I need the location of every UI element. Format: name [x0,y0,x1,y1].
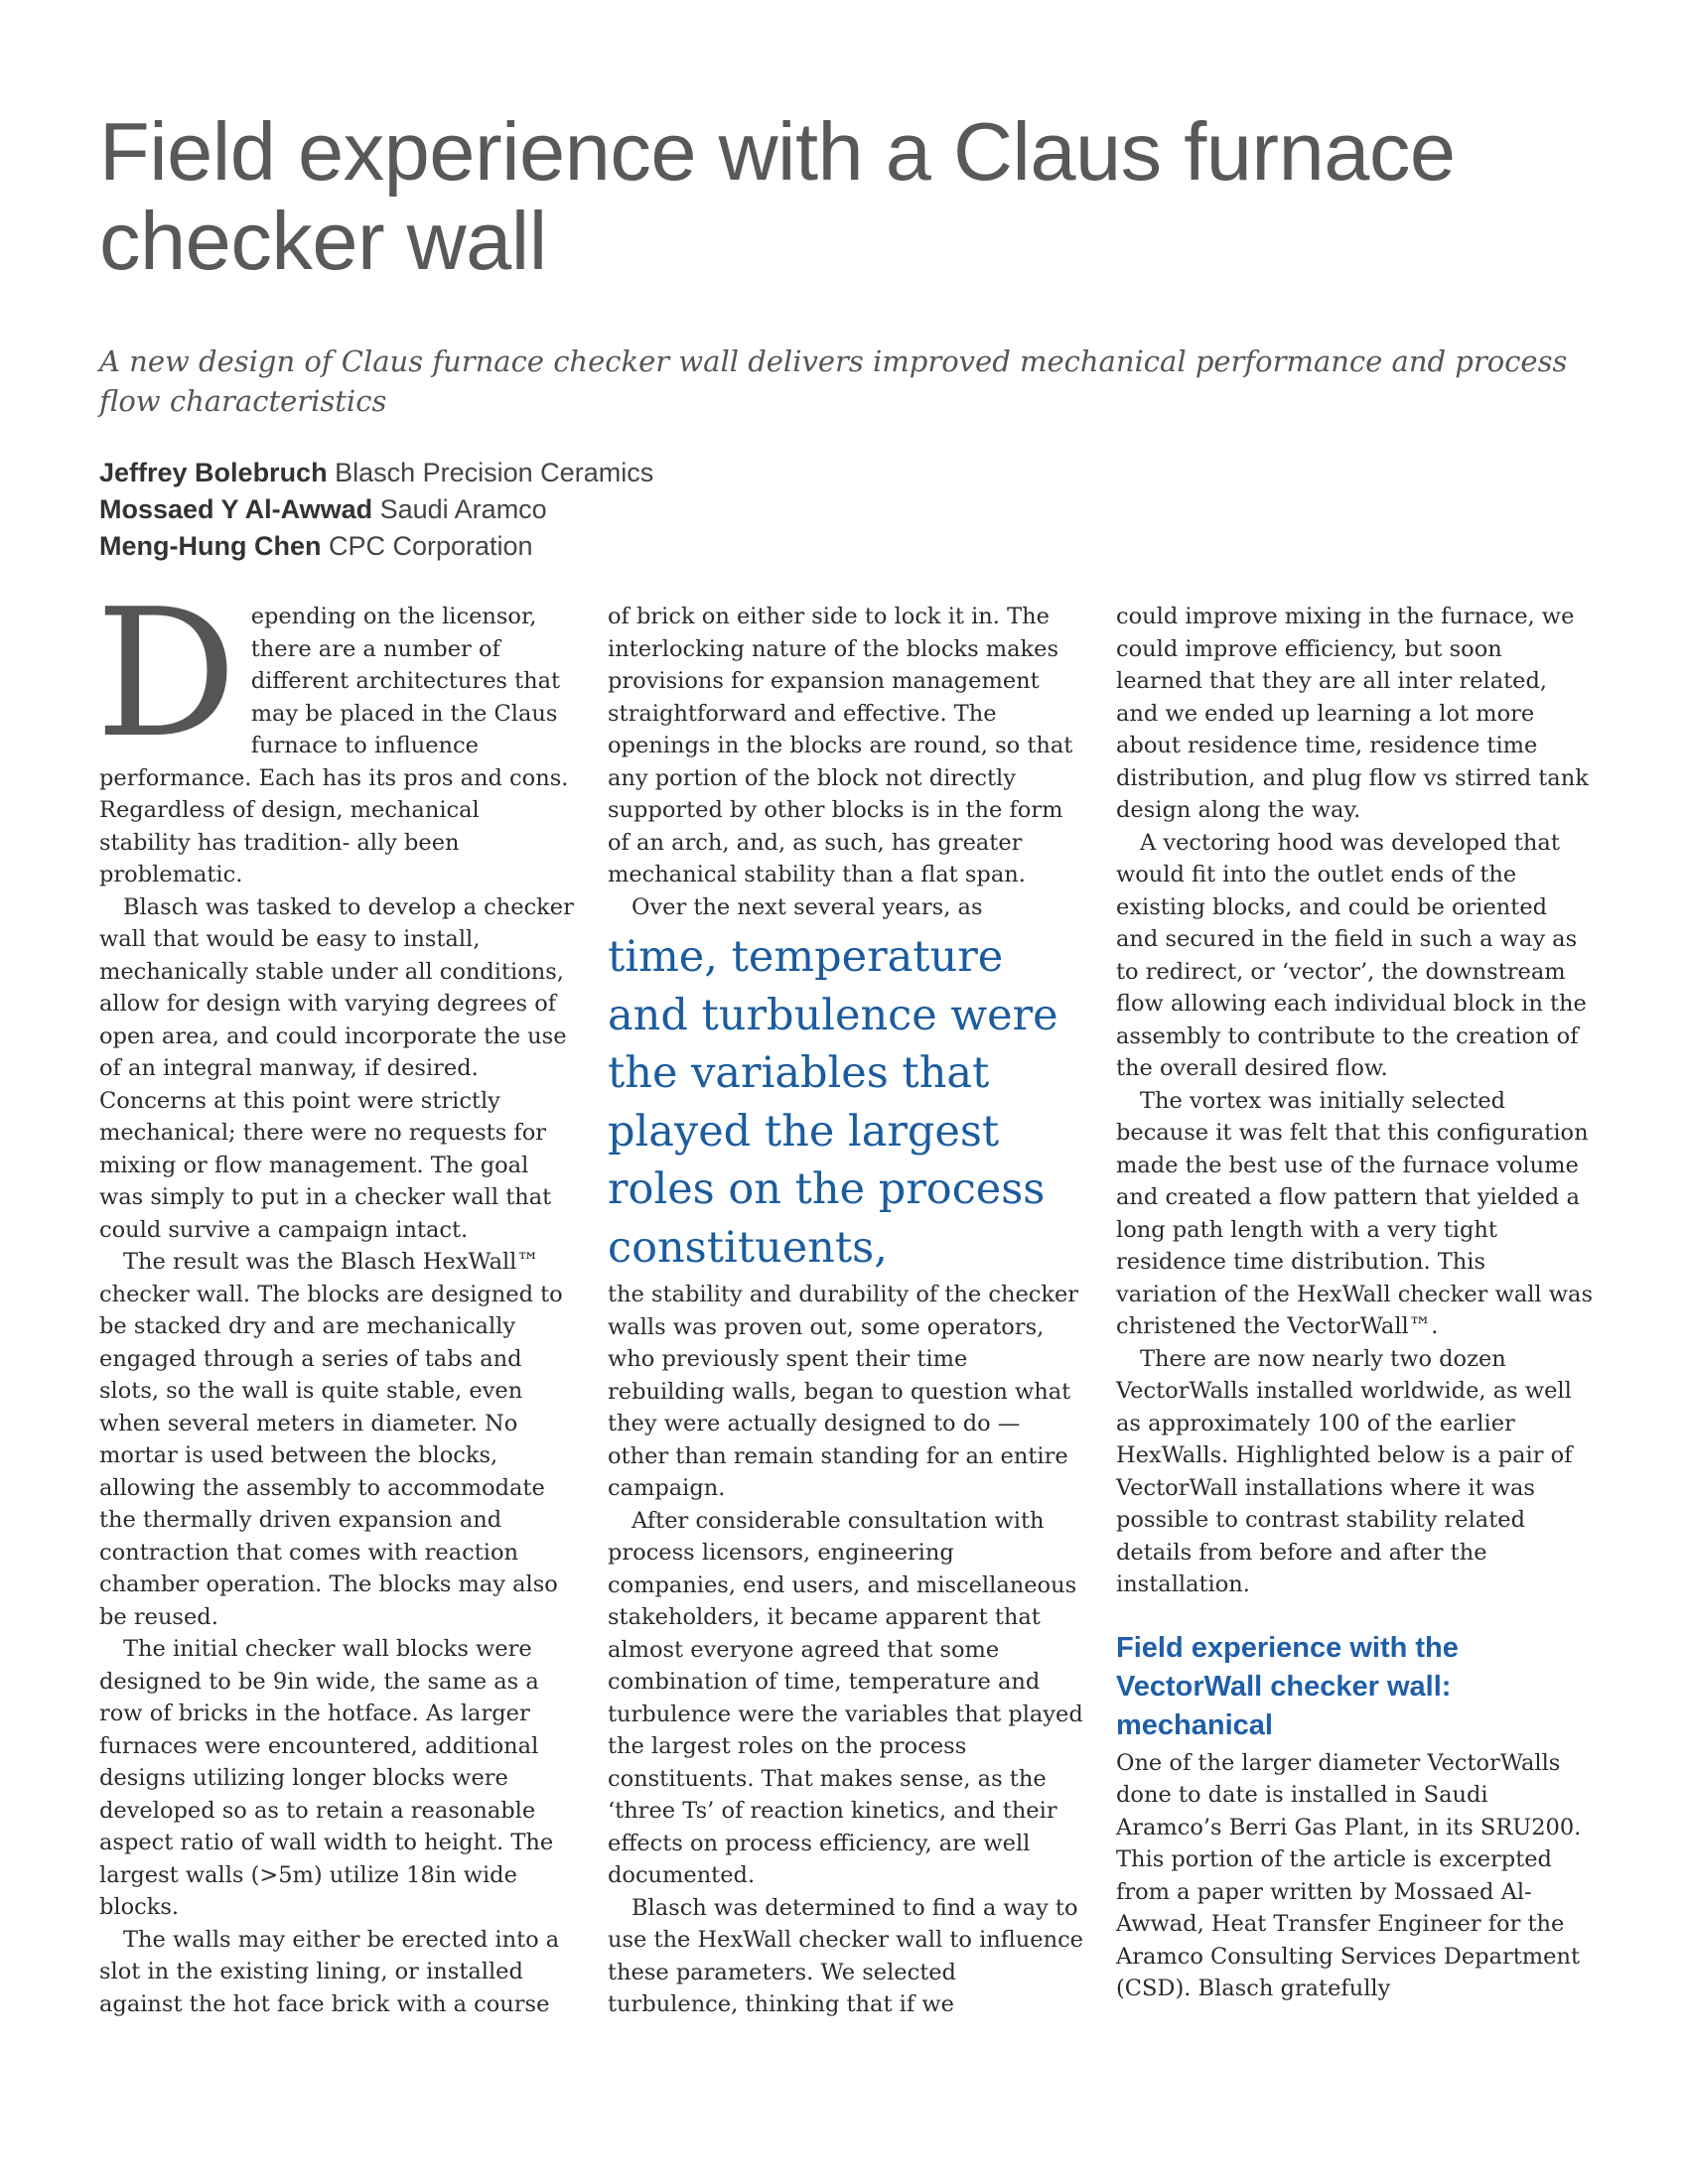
body-paragraph: The result was the Blasch HexWall™ checker wall. The blocks are designed to be stacked dry and are mechanically engaged through a series of tabs and slots, so the wall is quite stable, even when several meters in diameter. No mortar is used between the blocks, allowing the assembly to accommodate the thermally driven expansion and contraction that comes with reaction chamber operation. The blocks may also be reused. [99,1249,563,1630]
article-standfirst: A new design of Claus furnace checker wall delivers improved mechanical performance and process flow characteristics [99,344,1568,418]
body-paragraph: There are now nearly two dozen VectorWalls installed worldwide, as well as approximately 100 of the earlier HexWalls. Highlighted below is a pair of VectorWall installations where it was possible to contrast stability related details from before and after the installation. [1116,1345,1573,1597]
section-heading: Field experience with the VectorWall checker wall: mechanical [1116,1631,1459,1741]
body-paragraph: One of the larger diameter VectorWalls done to date is installed in Saudi Aramco’s Berri Gas Plant, in its SRU200. This portion of the article is excerpted from a paper written by Mossaed Al-Awwad, Heat Transfer Engineer for the Aramco Consulting Services Department (CSD). Blasch gratefully [1116,1749,1582,2001]
author-line [99,455,1092,491]
author-name: Jeffrey Bolebruch [99,458,328,487]
body-paragraph: The initial checker wall blocks were designed to be 9in wide, the same as a row of bricks in the hotface. As larger furnaces were encountered, additional designs utilizing longer blocks were developed so as to retain a reasonable aspect ratio of wall width to height. The largest walls (>5m) utilize 18in wide blocks. [99,1636,554,1920]
author-affiliation: Saudi Aramco [379,494,547,524]
author-affiliation: Blasch Precision Ceramics [335,458,654,487]
body-paragraph: A vectoring hood was developed that would fit into the outlet ends of the existing blocks, and could be oriented and secured in the field in such a way as to redirect, or ‘vector’, the downstream flow allowing each individual block in the assembly to contribute to the creation of the overall desired flow. [1116,829,1587,1081]
drop-cap: D [95,571,237,776]
body-paragraph: The walls may either be erected into a slot in the existing lining, or installed against the hot face brick with a course [99,1926,560,2017]
text-column-3 [1116,601,1593,2005]
body-text: epending on the licensor, there are a number of different architectures that may be placed in the Claus furnace to influence performance. Each has its pros and cons. Regardless of design, mechanical stability has tradition- ally been problematic. [99,604,569,887]
author-list [99,455,1092,565]
pull-quote: time, temperature and turbulence were the variables that played the largest roles on the process constituents, [608,932,1058,1273]
body-paragraph: The vortex was initially selected because it was felt that this configuration made the best use of the furnace volume and created a flow pattern that yielded a long path length with a very tight residence time distribution. This variation of the HexWall checker wall was christened the VectorWall™. [1116,1087,1594,1339]
body-paragraph [95,571,576,891]
author-line [99,491,1092,528]
article-title: Field experience with a Claus furnace checker wall [99,105,1456,287]
body-paragraph: Blasch was tasked to develop a checker wall that would be easy to install, mechanically stable under all conditions, allow for design with varying degrees of open area, and could incorporate the use of an integral manway, if desired. Concerns at this point were strictly mechanical; there were no requests for mixing or flow management. The goal was simply to put in a checker wall that could survive a campaign intact. [99,893,574,1243]
body-paragraph: could improve mixing in the furnace, we could improve efficiency, but soon learned that they are all inter related, and we ended up learning a lot more about residence time, residence time distribution, and plug flow vs stirred tank design along the way. [1116,604,1589,823]
body-paragraph: the stability and durability of the checker walls was proven out, some operators, who previously spent their time rebuilding walls, began to question what they were actually designed to do — other than remain standing for an entire campaign. [608,1282,1079,1501]
text-column-1 [95,571,576,2020]
body-paragraph: Blasch was determined to find a way to use the HexWall checker wall to influence these parameters. We selected turbulence, thinking that if we [608,1894,1083,2017]
author-affiliation: CPC Corporation [328,531,533,561]
body-paragraph: After considerable consultation with process licensors, engineering companies, end users, and miscellaneous stakeholders, it became apparent that almost everyone agreed that some combination of time, temperature and turbulence were the variables that played the largest roles on the process constituents. That makes sense, as the ‘three Ts’ of reaction kinetics, and their effects on process efficiency, are well documented. [608,1507,1083,1888]
author-name: Meng-Hung Chen [99,531,322,561]
text-column-2 [608,601,1084,2021]
author-name: Mossaed Y Al-Awwad [99,494,373,524]
author-line [99,528,1092,565]
body-paragraph: Over the next several years, as [632,893,983,920]
body-paragraph: of brick on either side to lock it in. The interlocking nature of the blocks makes provisions for expansion management straightforward and effective. The openings in the blocks are round, so that any portion of the block not directly supported by other blocks is in the form of an arch, and, as such, has greater mechanical stability than a flat span. [608,604,1073,887]
